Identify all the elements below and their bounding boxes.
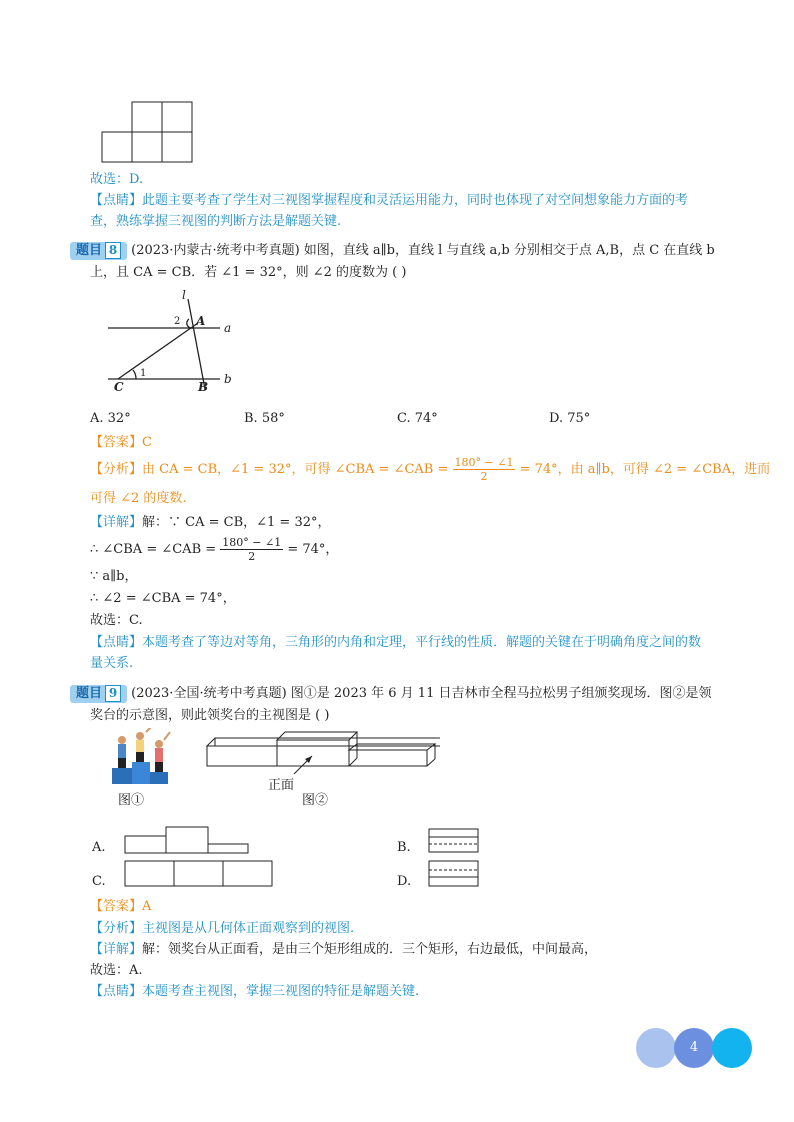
prev-comment-line1: 【点睛】此题主要考查了学生对三视图掌握程度和灵活运用能力，同时也体现了对空间想象能力方面的考 — [90, 193, 689, 208]
q9-front-label: 正面 — [268, 778, 295, 793]
q9-stem-line2: 奖台的示意图，则此领奖台的主视图是 ( ) — [90, 708, 330, 723]
prev-figure-grid — [100, 100, 195, 164]
q8-detail-line5: 故选：C. — [90, 613, 143, 628]
q9-photo-illustration — [102, 728, 180, 788]
q8-detail-line2: ∴ ∠CBA = ∠CAB = $\frac{180^\circ - \angle 1}{2}$ = 74°， — [90, 536, 339, 563]
q9-detail-line2: 故选：A. — [90, 963, 143, 978]
q8-option-c: C. 74° — [397, 411, 438, 426]
prev-comment-line2: 查，熟练掌握三视图的判断方法是解题关键. — [90, 214, 342, 229]
q8-stem-line1: 题目 8 (2023·内蒙古·统考中考真题) 如图，直线 a∥b，直线 l 与直线 a,b 分别相交于点 A,B，点 C 在直线 b — [70, 242, 715, 260]
q8-label-1: 1 — [140, 368, 147, 379]
q8-comment-line2: 量关系. — [90, 656, 134, 671]
q9-option-d-label: D. — [397, 874, 412, 889]
q9-option-c-figure — [124, 860, 274, 888]
q8-detail-line1: 【详解】解：∵ CA = CB，∠1 = 32°， — [90, 515, 331, 530]
q8-answer: 【答案】C — [90, 435, 152, 450]
q9-option-b-label: B. — [397, 840, 411, 855]
q8-label-l: l — [182, 288, 186, 302]
q8-detail-line4: ∴ ∠2 = ∠CBA = 74°， — [90, 591, 236, 606]
prev-choice: 故选：D. — [90, 172, 144, 187]
q8-option-d: D. 75° — [549, 411, 591, 426]
q8-label-B: B — [198, 380, 209, 394]
q9-analysis: 【分析】主视图是从几何体正面观察到的视图. — [90, 921, 355, 936]
q8-badge: 题目 8 — [70, 242, 127, 260]
q9-option-a-label: A. — [92, 840, 106, 855]
page-number: 4 — [674, 1028, 714, 1068]
q8-option-b: B. 58° — [244, 411, 285, 426]
q8-analysis-line2: 可得 ∠2 的度数. — [90, 491, 187, 506]
q9-podium-schematic — [200, 726, 440, 788]
q8-figure — [100, 285, 250, 395]
q9-stem-line1: 题目 9 (2023·全国·统考中考真题) 图①是 2023 年 6 月 11 日吉林市全程马拉松男子组颁奖现场．图②是领 — [70, 685, 711, 703]
q8-comment-line1: 【点睛】本题考查了等边对等角，三角形的内角和定理，平行线的性质．解题的关键在于明确角度之间的数 — [90, 635, 702, 650]
q9-fig2-label: 图② — [302, 793, 329, 808]
q9-option-c-label: C. — [92, 874, 106, 889]
q9-comment: 【点睛】本题考查主视图，掌握三视图的特征是解题关键. — [90, 984, 420, 999]
q8-label-2: 2 — [174, 316, 181, 327]
q8-stem-line2: 上，且 CA = CB．若 ∠1 = 32°，则 ∠2 的度数为 ( ) — [90, 265, 407, 280]
q9-detail-line1: 【详解】解：领奖台从正面看，是由三个矩形组成的．三个矩形，右边最低，中间最高， — [90, 942, 598, 957]
q9-option-d-figure — [428, 860, 480, 888]
q8-label-A: A — [196, 314, 206, 328]
q8-label-b: b — [224, 372, 232, 386]
page-dot-right — [712, 1028, 752, 1068]
page-dot-left — [636, 1028, 676, 1068]
q8-label-C: C — [114, 380, 124, 394]
q8-analysis-line1: 【分析】由 CA = CB，∠1 = 32°，可得 ∠CBA = ∠CAB = $\frac{180^\circ - \angle 1}{2}$ = 74°，由 a∥b，可得 ∠2 = ∠CBA，进而 — [90, 456, 771, 483]
q9-option-a-figure — [124, 826, 250, 854]
q8-option-a: A. 32° — [90, 411, 131, 426]
q9-badge: 题目 9 — [70, 685, 127, 703]
q9-option-b-figure — [428, 828, 480, 854]
q8-detail-fraction: $\frac{180^\circ - \angle 1}{2}$ — [222, 536, 282, 563]
q8-analysis-fraction: $\frac{180^\circ - \angle 1}{2}$ — [454, 456, 514, 483]
q8-label-a: a — [224, 321, 232, 335]
q8-detail-line3: ∵ a∥b， — [90, 569, 138, 584]
q9-fig1-label: 图① — [118, 793, 145, 808]
q9-answer: 【答案】A — [90, 899, 152, 914]
